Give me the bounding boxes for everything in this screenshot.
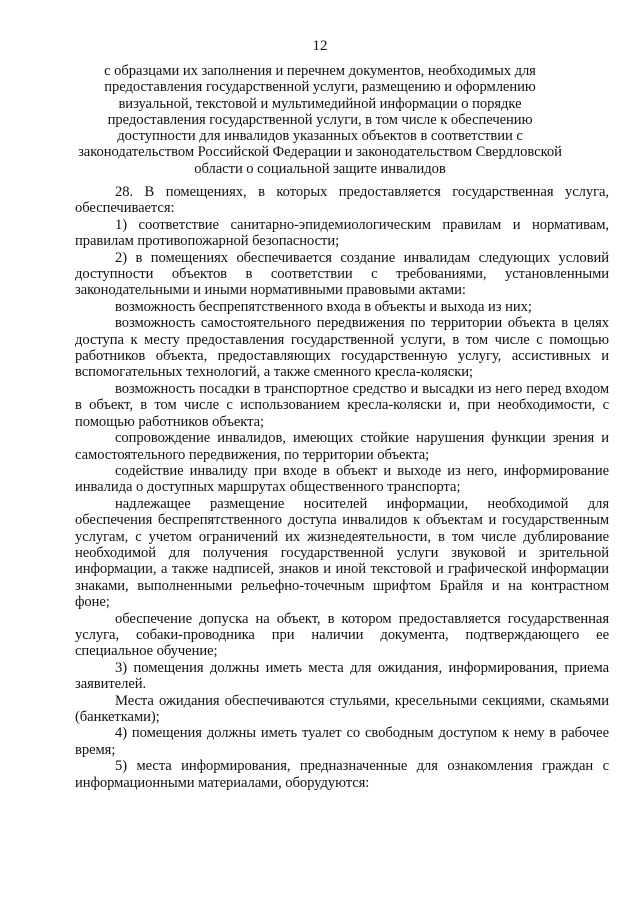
paragraph-movement: возможность самостоятельного передвижения по территории объекта в целях доступа к месту предоставления государственной услуги, в том числе с помощью работников объекта, предоставляющих государственную услугу, ассистивных и вспомогательных технологий, а также сменного кресла-коляски;: [75, 315, 609, 381]
page-number: 12: [312, 38, 328, 54]
paragraph-item-1: 1) соответствие санитарно-эпидемиологическим правилам и нормативам, правилам противопожарной безопасности;: [75, 216, 609, 250]
paragraph-waiting-seats: Места ожидания обеспечиваются стульями, кресельными секциями, скамьями (банкетками);: [75, 692, 609, 725]
section-heading: с образцами их заполнения и перечнем документов, необходимых для предоставления государственной услуги, размещению и оформлению визуальной, текстовой и мультимедийной информации о порядке предоставления государственной услуги, в том числе к обеспечению доступности для инвалидов указанных объектов в соответствии с законодательством Российской Федерации и законодательством Свердловской области о социальной защите инвалидов: [78, 63, 562, 177]
paragraph-item-4: 4) помещения должны иметь туалет со свободным доступом к нему в рабочее время;: [75, 725, 609, 758]
paragraph-information-placement: надлежащее размещение носителей информации, необходимой для обеспечения беспрепятственного доступа инвалидов к объектам и государственным услугам, с учетом ограничений их жизнедеятельности, в том числе дублирование необходимой для получения государственной услуги звуковой и зрительной информации, а также надписей, знаков и иной текстовой и графической информации знаками, выполненными рельефно-точечным шрифтом Брайля и на контрастном фоне;: [75, 495, 609, 611]
paragraph-item-2: 2) в помещениях обеспечивается создание инвалидам следующих условий доступности объектов в соответствии с требованиями, установленными законодательными и иными нормативными правовыми актами:: [75, 249, 609, 299]
paragraph-guide-dog: обеспечение допуска на объект, в котором предоставляется государственная услуга, собаки-проводника при наличии документа, подтверждающего ее специальное обучение;: [75, 610, 609, 660]
paragraph-item-3: 3) помещения должны иметь места для ожидания, информирования, приема заявителей.: [75, 659, 609, 693]
paragraph-assistance: содействие инвалиду при входе в объект и выходе из него, информирование инвалида о доступных маршрутах общественного транспорта;: [75, 462, 609, 496]
paragraph-entry-access: возможность беспрепятственного входа в объекты и выхода из них;: [115, 298, 532, 315]
paragraph-escort: сопровождение инвалидов, имеющих стойкие нарушения функции зрения и самостоятельного передвижения, по территории объекта;: [75, 430, 609, 463]
body-text: [75, 184, 609, 791]
paragraph-transport: возможность посадки в транспортное средство и высадки из него перед входом в объект, в том числе с использованием кресла-коляски и, при необходимости, с помощью работников объекта;: [75, 380, 609, 430]
paragraph-item-5: 5) места информирования, предназначенные для ознакомления граждан с информационными материалами, оборудуются:: [75, 758, 609, 791]
paragraph-28-intro: 28. В помещениях, в которых предоставляется государственная услуга, обеспечивается:: [75, 184, 609, 217]
